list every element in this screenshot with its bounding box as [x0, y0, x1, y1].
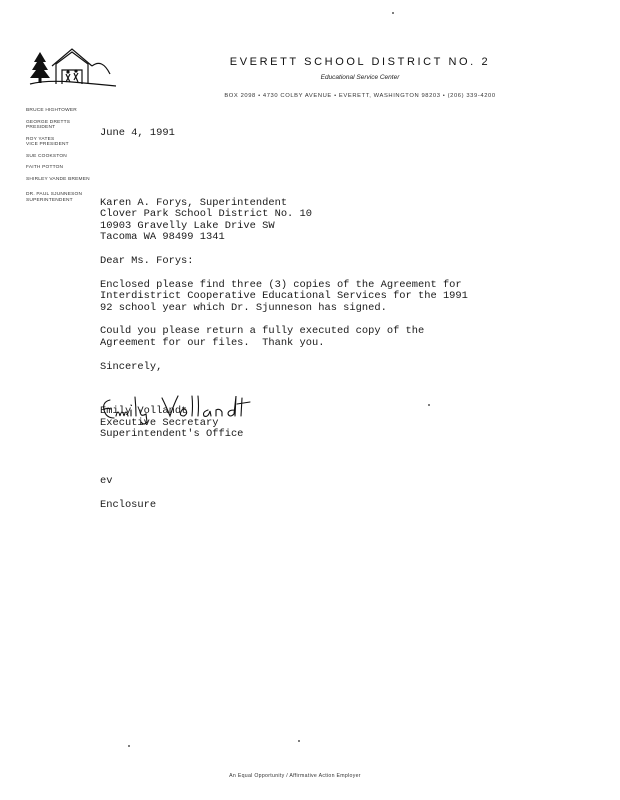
- board-member: [26, 137, 100, 148]
- paragraph-line: Enclosed please find three (3) copies of the Agreement for: [100, 278, 462, 291]
- scan-speck: [298, 740, 300, 742]
- recipient-line: 10903 Gravelly Lake Drive SW: [100, 219, 275, 232]
- paragraph-2: [100, 326, 540, 349]
- footer-eeo-statement: An Equal Opportunity / Affirmative Action Employer: [229, 773, 361, 779]
- scan-speck: [392, 12, 394, 14]
- typist-initials: ev: [100, 474, 113, 487]
- board-member: [26, 120, 100, 131]
- enclosure-note: Enclosure: [100, 498, 157, 511]
- paragraph-line: Interdistrict Cooperative Educational Services for the 1991: [100, 290, 468, 303]
- board-members-list: [26, 108, 100, 209]
- signer-name: Emily Vollandt: [100, 405, 188, 418]
- board-member-name: GEORGE DRETTS: [26, 119, 71, 125]
- board-member-name: SUE COOKSTON: [26, 153, 67, 159]
- signer-title: Executive Secretary: [100, 416, 219, 429]
- recipient-line: Tacoma WA 98499 1341: [100, 231, 225, 244]
- letterhead-address: BOX 2098 • 4730 COLBY AVENUE • EVERETT, WASHINGTON 98203 • (206) 339-4200: [224, 93, 496, 99]
- letter-body: [100, 128, 540, 511]
- scan-speck: [128, 745, 130, 747]
- letter-date: June 4, 1991: [100, 127, 175, 139]
- board-member: [26, 154, 100, 160]
- paragraph-line: Agreement for our files. Thank you.: [100, 336, 325, 349]
- signer-office: Superintendent's Office: [100, 428, 244, 441]
- recipient-line: Karen A. Forys, Superintendent: [100, 196, 288, 209]
- board-member-name: BRUCE HIGHTOWER: [26, 108, 77, 113]
- paragraph-line: Could you please return a fully executed copy of the: [100, 325, 425, 338]
- district-name: EVERETT SCHOOL DISTRICT NO. 2: [229, 56, 491, 68]
- board-member: [26, 192, 100, 203]
- board-member-name: SHIRLEY VANDE BREMEN: [26, 176, 90, 182]
- recipient-address: [100, 198, 540, 244]
- district-logo-icon: [26, 44, 118, 94]
- recipient-line: Clover Park School District No. 10: [100, 208, 313, 221]
- paragraph-1: [100, 280, 540, 315]
- board-member: [26, 165, 100, 171]
- board-member: [26, 108, 100, 114]
- salutation: Dear Ms. Forys:: [100, 254, 194, 267]
- board-member-title: SUPERINTENDENT: [26, 197, 73, 203]
- paragraph-line: 92 school year which Dr. Sjunneson has signed.: [100, 301, 387, 314]
- closing: Sincerely,: [100, 360, 163, 373]
- board-member-title: PRESIDENT: [26, 125, 56, 130]
- scan-speck: [428, 404, 430, 406]
- board-member: [26, 177, 100, 183]
- board-member-name: DR. PAUL SJUNNESON: [26, 192, 83, 197]
- board-member-name: ROY YATES: [26, 136, 55, 142]
- board-member-title: VICE PRESIDENT: [26, 142, 69, 147]
- handwritten-signature: [98, 392, 268, 426]
- board-member-name: FAITH POTTON: [26, 165, 64, 170]
- letterhead-subtitle: Educational Service Center: [320, 74, 400, 81]
